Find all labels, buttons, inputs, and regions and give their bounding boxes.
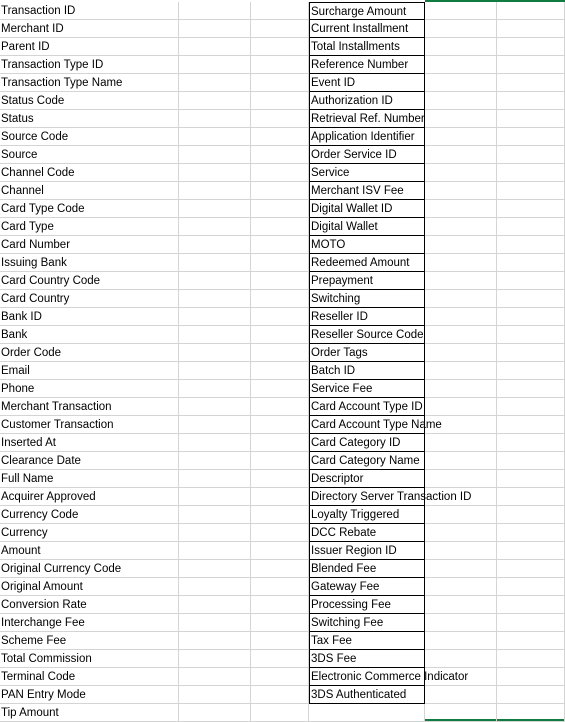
cell-d[interactable]: Order Tags — [309, 344, 425, 362]
cell-c[interactable] — [251, 524, 309, 542]
cell-e[interactable] — [425, 470, 497, 488]
cell-c[interactable] — [251, 380, 309, 398]
cell-d[interactable]: Current Installment — [309, 20, 425, 38]
cell-b[interactable] — [179, 308, 251, 326]
cell-a[interactable]: PAN Entry Mode — [0, 686, 179, 704]
cell-a[interactable]: Amount — [0, 542, 179, 560]
table-row — [0, 110, 565, 128]
cell-c[interactable] — [251, 218, 309, 236]
cell-b[interactable] — [179, 542, 251, 560]
cell-c[interactable] — [251, 308, 309, 326]
cell-c[interactable] — [251, 686, 309, 704]
cell-f[interactable] — [497, 110, 565, 128]
cell-c[interactable] — [251, 344, 309, 362]
cell-e[interactable] — [425, 182, 497, 200]
cell-a[interactable]: Source Code — [0, 128, 179, 146]
cell-f[interactable] — [497, 506, 565, 524]
cell-b[interactable] — [179, 182, 251, 200]
cell-a[interactable]: Card Type — [0, 218, 179, 236]
cell-a[interactable]: Merchant ID — [0, 20, 179, 38]
cell-c[interactable] — [251, 290, 309, 308]
cell-f[interactable] — [497, 20, 565, 38]
table-row — [0, 182, 565, 200]
cell-f[interactable] — [497, 614, 565, 632]
cell-c[interactable] — [251, 578, 309, 596]
cell-c[interactable] — [251, 416, 309, 434]
cell-d[interactable]: Switching — [309, 290, 425, 308]
cell-c[interactable] — [251, 632, 309, 650]
cell-c[interactable] — [251, 2, 309, 20]
cell-d[interactable]: Card Account Type ID — [309, 398, 425, 416]
table-row — [0, 326, 565, 344]
cell-c[interactable] — [251, 506, 309, 524]
cell-b[interactable] — [179, 380, 251, 398]
cell-a[interactable]: Card Number — [0, 236, 179, 254]
cell-d[interactable]: Order Service ID — [309, 146, 425, 164]
cell-c[interactable] — [251, 650, 309, 668]
table-row — [0, 308, 565, 326]
cell-b[interactable] — [179, 200, 251, 218]
cell-d[interactable]: 3DS Fee — [309, 650, 425, 668]
cell-f[interactable] — [497, 650, 565, 668]
cell-f[interactable] — [497, 578, 565, 596]
cell-b[interactable] — [179, 578, 251, 596]
cell-f[interactable] — [497, 200, 565, 218]
cell-f[interactable] — [497, 542, 565, 560]
cell-b[interactable] — [179, 38, 251, 56]
cell-f[interactable] — [497, 74, 565, 92]
cell-d[interactable]: 3DS Authenticated — [309, 686, 425, 704]
cell-e[interactable] — [425, 236, 497, 254]
cell-d[interactable]: Digital Wallet — [309, 218, 425, 236]
cell-a[interactable]: Card Type Code — [0, 200, 179, 218]
cell-d[interactable]: Application Identifier — [309, 128, 425, 146]
cell-b[interactable] — [179, 290, 251, 308]
table-row — [0, 434, 565, 452]
cell-f[interactable] — [497, 56, 565, 74]
cell-c[interactable] — [251, 560, 309, 578]
cell-a[interactable]: Bank ID — [0, 308, 179, 326]
cell-c[interactable] — [251, 146, 309, 164]
cell-e[interactable] — [425, 344, 497, 362]
cell-f[interactable] — [497, 686, 565, 704]
cell-e[interactable] — [425, 254, 497, 272]
cell-a[interactable]: Channel Code — [0, 164, 179, 182]
cell-d[interactable]: DCC Rebate — [309, 524, 425, 542]
cell-e[interactable] — [425, 200, 497, 218]
cell-a[interactable]: Issuing Bank — [0, 254, 179, 272]
cell-a[interactable]: Terminal Code — [0, 668, 179, 686]
table-row — [0, 578, 565, 596]
table-row — [0, 218, 565, 236]
cell-b[interactable] — [179, 272, 251, 290]
cell-a[interactable]: Merchant Transaction — [0, 398, 179, 416]
cell-a[interactable]: Scheme Fee — [0, 632, 179, 650]
cell-f[interactable] — [497, 92, 565, 110]
cell-c[interactable] — [251, 164, 309, 182]
cell-f[interactable] — [497, 164, 565, 182]
cell-c[interactable] — [251, 470, 309, 488]
cell-c[interactable] — [251, 110, 309, 128]
cell-e[interactable] — [425, 704, 497, 722]
cell-b[interactable] — [179, 686, 251, 704]
cell-f[interactable] — [497, 632, 565, 650]
table-row — [0, 452, 565, 470]
cell-e[interactable] — [425, 2, 497, 20]
cell-d[interactable]: Total Installments — [309, 38, 425, 56]
cell-b[interactable] — [179, 236, 251, 254]
cell-b[interactable] — [179, 110, 251, 128]
cell-c[interactable] — [251, 668, 309, 686]
cell-f[interactable] — [497, 362, 565, 380]
cell-d[interactable]: Batch ID — [309, 362, 425, 380]
cell-d[interactable]: Gateway Fee — [309, 578, 425, 596]
cell-c[interactable] — [251, 542, 309, 560]
cell-f[interactable] — [497, 452, 565, 470]
cell-e[interactable] — [425, 650, 497, 668]
cell-a[interactable]: Acquirer Approved — [0, 488, 179, 506]
cell-d[interactable]: Prepayment — [309, 272, 425, 290]
cell-a[interactable]: Customer Transaction — [0, 416, 179, 434]
cell-e[interactable] — [425, 92, 497, 110]
cell-f[interactable] — [497, 398, 565, 416]
cell-a[interactable]: Transaction Type Name — [0, 74, 179, 92]
cell-e[interactable] — [425, 686, 497, 704]
table-row — [0, 200, 565, 218]
table-row — [0, 380, 565, 398]
cell-c[interactable] — [251, 596, 309, 614]
cell-e[interactable] — [425, 578, 497, 596]
cell-e[interactable] — [425, 272, 497, 290]
cell-a[interactable]: Status — [0, 110, 179, 128]
cell-d[interactable]: Card Category Name — [309, 452, 425, 470]
cell-e[interactable] — [425, 632, 497, 650]
cell-c[interactable] — [251, 704, 309, 722]
cell-d[interactable]: Card Category ID — [309, 434, 425, 452]
table-row — [0, 74, 565, 92]
cell-f[interactable] — [497, 254, 565, 272]
cell-a[interactable]: Transaction Type ID — [0, 56, 179, 74]
cell-d[interactable]: Directory Server Transaction ID — [309, 488, 425, 506]
cell-a[interactable]: Email — [0, 362, 179, 380]
cell-d[interactable]: Processing Fee — [309, 596, 425, 614]
table-row — [0, 92, 565, 110]
cell-b[interactable] — [179, 470, 251, 488]
cell-f[interactable] — [497, 308, 565, 326]
cell-c[interactable] — [251, 398, 309, 416]
table-row — [0, 254, 565, 272]
cell-e[interactable] — [425, 380, 497, 398]
cell-f[interactable] — [497, 344, 565, 362]
table-row — [0, 560, 565, 578]
cell-b[interactable] — [179, 632, 251, 650]
cell-f[interactable] — [497, 326, 565, 344]
table-row — [0, 128, 565, 146]
cell-b[interactable] — [179, 488, 251, 506]
table-row — [0, 650, 565, 668]
cell-a[interactable]: Original Amount — [0, 578, 179, 596]
cell-d[interactable]: Service Fee — [309, 380, 425, 398]
cell-c[interactable] — [251, 362, 309, 380]
table-row — [0, 164, 565, 182]
table-row — [0, 614, 565, 632]
cell-e[interactable] — [425, 614, 497, 632]
cell-e[interactable] — [425, 308, 497, 326]
cell-d[interactable]: Switching Fee — [309, 614, 425, 632]
table-row — [0, 56, 565, 74]
cell-e[interactable] — [425, 542, 497, 560]
cell-a[interactable]: Original Currency Code — [0, 560, 179, 578]
cell-a[interactable]: Currency — [0, 524, 179, 542]
cell-d[interactable]: MOTO — [309, 236, 425, 254]
table-row — [0, 686, 565, 704]
cell-e[interactable] — [425, 452, 497, 470]
cell-a[interactable]: Status Code — [0, 92, 179, 110]
cell-b[interactable] — [179, 506, 251, 524]
cell-f[interactable] — [497, 668, 565, 686]
cell-e[interactable] — [425, 506, 497, 524]
cell-b[interactable] — [179, 344, 251, 362]
cell-b[interactable] — [179, 650, 251, 668]
cell-d[interactable]: Surcharge Amount — [309, 2, 425, 20]
cell-f[interactable] — [497, 218, 565, 236]
cell-f[interactable] — [497, 488, 565, 506]
cell-c[interactable] — [251, 56, 309, 74]
cell-a[interactable]: Total Commission — [0, 650, 179, 668]
cell-a[interactable]: Parent ID — [0, 38, 179, 56]
cell-f[interactable] — [497, 470, 565, 488]
table-row — [0, 632, 565, 650]
cell-c[interactable] — [251, 434, 309, 452]
table-row — [0, 704, 565, 722]
cell-e[interactable] — [425, 20, 497, 38]
cell-b[interactable] — [179, 704, 251, 722]
cell-b[interactable] — [179, 92, 251, 110]
cell-a[interactable]: Tip Amount — [0, 704, 179, 722]
cell-a[interactable]: Inserted At — [0, 434, 179, 452]
cell-a[interactable]: Card Country — [0, 290, 179, 308]
cell-b[interactable] — [179, 128, 251, 146]
cell-b[interactable] — [179, 596, 251, 614]
cell-f[interactable] — [497, 524, 565, 542]
cell-a[interactable]: Channel — [0, 182, 179, 200]
cell-b[interactable] — [179, 524, 251, 542]
cell-e[interactable] — [425, 560, 497, 578]
cell-c[interactable] — [251, 326, 309, 344]
cell-e[interactable] — [425, 218, 497, 236]
cell-e[interactable] — [425, 362, 497, 380]
cell-a[interactable]: Clearance Date — [0, 452, 179, 470]
table-row — [0, 236, 565, 254]
cell-a[interactable]: Interchange Fee — [0, 614, 179, 632]
cell-d[interactable]: Reseller ID — [309, 308, 425, 326]
cell-a[interactable]: Order Code — [0, 344, 179, 362]
cell-a[interactable]: Card Country Code — [0, 272, 179, 290]
cell-f[interactable] — [497, 380, 565, 398]
cell-a[interactable]: Bank — [0, 326, 179, 344]
cell-e[interactable] — [425, 524, 497, 542]
cell-e[interactable] — [425, 434, 497, 452]
cell-b[interactable] — [179, 560, 251, 578]
cell-e[interactable] — [425, 326, 497, 344]
cell-f[interactable] — [497, 182, 565, 200]
cell-d[interactable]: Redeemed Amount — [309, 254, 425, 272]
cell-c[interactable] — [251, 92, 309, 110]
cell-e[interactable] — [425, 290, 497, 308]
cell-f[interactable] — [497, 146, 565, 164]
cell-c[interactable] — [251, 254, 309, 272]
table-row — [0, 416, 565, 434]
cell-d[interactable]: Loyalty Triggered — [309, 506, 425, 524]
cell-b[interactable] — [179, 614, 251, 632]
table-row — [0, 542, 565, 560]
cell-b[interactable] — [179, 398, 251, 416]
cell-e[interactable] — [425, 164, 497, 182]
cell-c[interactable] — [251, 614, 309, 632]
table-row — [0, 488, 565, 506]
cell-f[interactable] — [497, 434, 565, 452]
cell-b[interactable] — [179, 2, 251, 20]
cell-d[interactable]: Reseller Source Code — [309, 326, 425, 344]
cell-a[interactable]: Phone — [0, 380, 179, 398]
cell-c[interactable] — [251, 272, 309, 290]
cell-d[interactable]: Tax Fee — [309, 632, 425, 650]
cell-d[interactable]: Electronic Commerce Indicator — [309, 668, 425, 686]
cell-b[interactable] — [179, 668, 251, 686]
cell-d[interactable]: Retrieval Ref. Number — [309, 110, 425, 128]
cell-e[interactable] — [425, 146, 497, 164]
cell-b[interactable] — [179, 218, 251, 236]
table-row — [0, 146, 565, 164]
cell-e[interactable] — [425, 56, 497, 74]
cell-d[interactable]: Merchant ISV Fee — [309, 182, 425, 200]
cell-b[interactable] — [179, 146, 251, 164]
cell-b[interactable] — [179, 164, 251, 182]
cell-d[interactable]: Service — [309, 164, 425, 182]
cell-e[interactable] — [425, 110, 497, 128]
cell-c[interactable] — [251, 128, 309, 146]
cell-e[interactable] — [425, 398, 497, 416]
table-row — [0, 470, 565, 488]
table-row — [0, 344, 565, 362]
cell-a[interactable]: Conversion Rate — [0, 596, 179, 614]
cell-c[interactable] — [251, 452, 309, 470]
cell-f[interactable] — [497, 704, 565, 722]
cell-d[interactable]: Digital Wallet ID — [309, 200, 425, 218]
cell-b[interactable] — [179, 254, 251, 272]
table-row — [0, 596, 565, 614]
cell-f[interactable] — [497, 290, 565, 308]
cell-a[interactable]: Transaction ID — [0, 2, 179, 20]
cell-c[interactable] — [251, 200, 309, 218]
cell-a[interactable]: Currency Code — [0, 506, 179, 524]
cell-c[interactable] — [251, 236, 309, 254]
cell-f[interactable] — [497, 38, 565, 56]
cell-c[interactable] — [251, 488, 309, 506]
cell-f[interactable] — [497, 2, 565, 20]
table-row — [0, 506, 565, 524]
cell-b[interactable] — [179, 56, 251, 74]
table-row — [0, 20, 565, 38]
table-row — [0, 524, 565, 542]
table-row — [0, 272, 565, 290]
cell-d[interactable]: Issuer Region ID — [309, 542, 425, 560]
cell-b[interactable] — [179, 326, 251, 344]
cell-d[interactable]: Blended Fee — [309, 560, 425, 578]
cell-d[interactable]: Descriptor — [309, 470, 425, 488]
cell-c[interactable] — [251, 20, 309, 38]
table-row — [0, 398, 565, 416]
table-row — [0, 38, 565, 56]
table-row — [0, 290, 565, 308]
cell-e[interactable] — [425, 128, 497, 146]
cell-a[interactable]: Source — [0, 146, 179, 164]
cell-a[interactable]: Full Name — [0, 470, 179, 488]
cell-d[interactable]: Authorization ID — [309, 92, 425, 110]
table-row — [0, 668, 565, 686]
cell-d[interactable]: Reference Number — [309, 56, 425, 74]
cell-b[interactable] — [179, 20, 251, 38]
cell-f[interactable] — [497, 416, 565, 434]
cell-f[interactable] — [497, 560, 565, 578]
cell-f[interactable] — [497, 272, 565, 290]
cell-f[interactable] — [497, 596, 565, 614]
cell-b[interactable] — [179, 416, 251, 434]
cell-e[interactable] — [425, 596, 497, 614]
cell-e[interactable] — [425, 38, 497, 56]
cell-f[interactable] — [497, 236, 565, 254]
cell-c[interactable] — [251, 38, 309, 56]
cell-b[interactable] — [179, 362, 251, 380]
table-row — [0, 362, 565, 380]
cell-b[interactable] — [179, 434, 251, 452]
cell-d[interactable]: Card Account Type Name — [309, 416, 425, 434]
cell-e[interactable] — [425, 74, 497, 92]
cell-c[interactable] — [251, 74, 309, 92]
cell-d[interactable]: Event ID — [309, 74, 425, 92]
cell-d[interactable] — [309, 704, 425, 722]
cell-b[interactable] — [179, 452, 251, 470]
table-row — [0, 2, 565, 20]
cell-b[interactable] — [179, 74, 251, 92]
cell-f[interactable] — [497, 128, 565, 146]
cell-c[interactable] — [251, 182, 309, 200]
